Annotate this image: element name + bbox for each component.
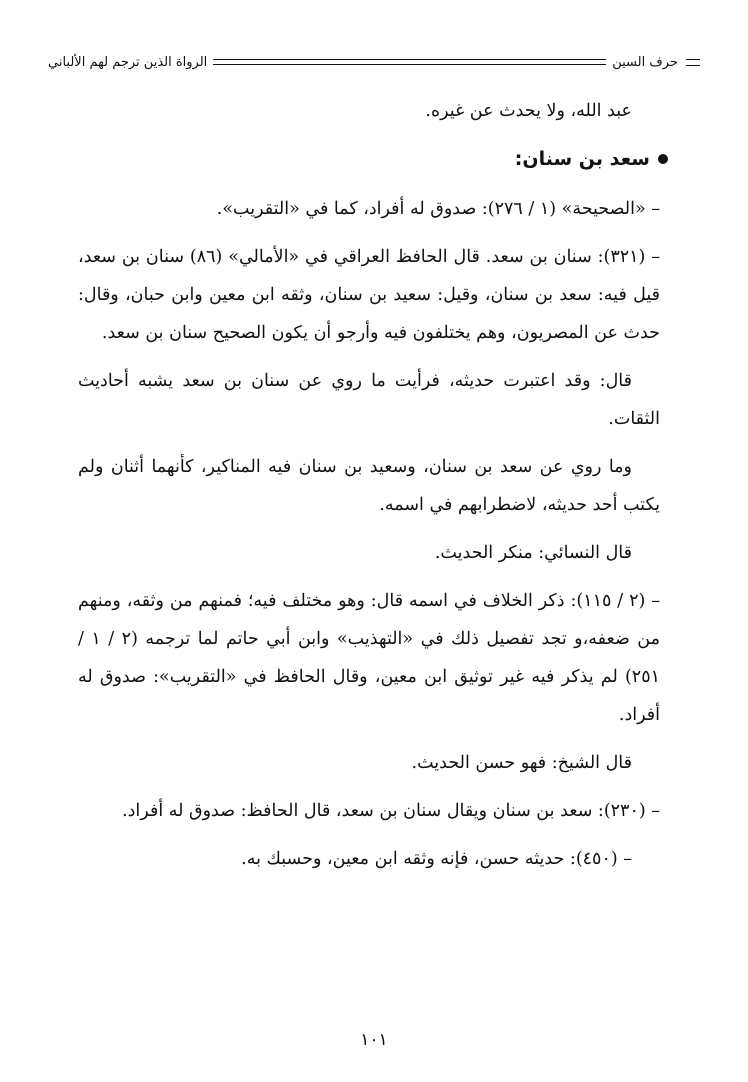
paragraph-shaykh: قال الشيخ: فهو حسن الحديث.: [411, 753, 632, 773]
entry-heading-text: سعد بن سنان:: [514, 148, 650, 170]
paragraph-sahiha: – «الصحيحة» (١ / ٢٧٦): صدوق له أفراد، كما في «التقريب».: [216, 199, 660, 219]
header-mark-icon: [686, 59, 700, 66]
page-body: [78, 92, 660, 888]
header-rule: [213, 59, 606, 65]
header-chapter: حرف السين: [612, 54, 678, 70]
running-header: [48, 50, 700, 74]
paragraph-2-115: – (٢ / ١١٥): ذكر الخلاف في اسمه قال: وهو مختلف فيه؛ فمنهم من وثقه، ومنهم من ضعفه،و تجد تفصيل ذلك في «التهذيب» وابن أبي حاتم لما ترجمه (٢ / ١ / ٢٥١) لم يذكر فيه غير توثيق ابن معين، وقال الحافظ في «التقريب»: صدوق له أفراد.: [78, 591, 661, 725]
paragraph-321: – (٣٢١): سنان بن سعد. قال الحافظ العراقي في «الأمالي» (٨٦) سنان بن سعد، قيل فيه: سعد بن سنان، وقيل: سعيد بن سنان، وثقه ابن معين وابن حبان، وقال: حدث عن المصريون، وهم يختلفون فيه وأرجو أن يكون الصحيح سنان بن سعد.: [78, 247, 661, 343]
paragraph-ma-ruwiya: وما روي عن سعد بن سنان، وسعيد بن سنان فيه المناكير، كأنهما أثنان ولم يكتب أحد حديثه، لاضطرابهم في اسمه.: [78, 457, 660, 515]
page-number: ١٠١: [360, 1030, 388, 1050]
entry-heading: [78, 140, 668, 178]
paragraph-nasai: قال النسائي: منكر الحديث.: [434, 543, 632, 563]
header-title: الرواة الذين ترجم لهم الألباني: [48, 54, 208, 70]
paragraph-qala: قال: وقد اعتبرت حديثه، فرأيت ما روي عن سنان بن سعد يشبه أحاديث الثقات.: [78, 371, 660, 429]
paragraph-continuation: عبد الله، ولا يحدث عن غيره.: [425, 101, 632, 121]
bullet-icon: [658, 154, 668, 164]
paragraph-450: – (٤٥٠): حديثه حسن، فإنه وثقه ابن معين، وحسبك به.: [241, 849, 632, 869]
paragraph-230: – (٢٣٠): سعد بن سنان ويقال سنان بن سعد، قال الحافظ: صدوق له أفراد.: [122, 801, 660, 821]
